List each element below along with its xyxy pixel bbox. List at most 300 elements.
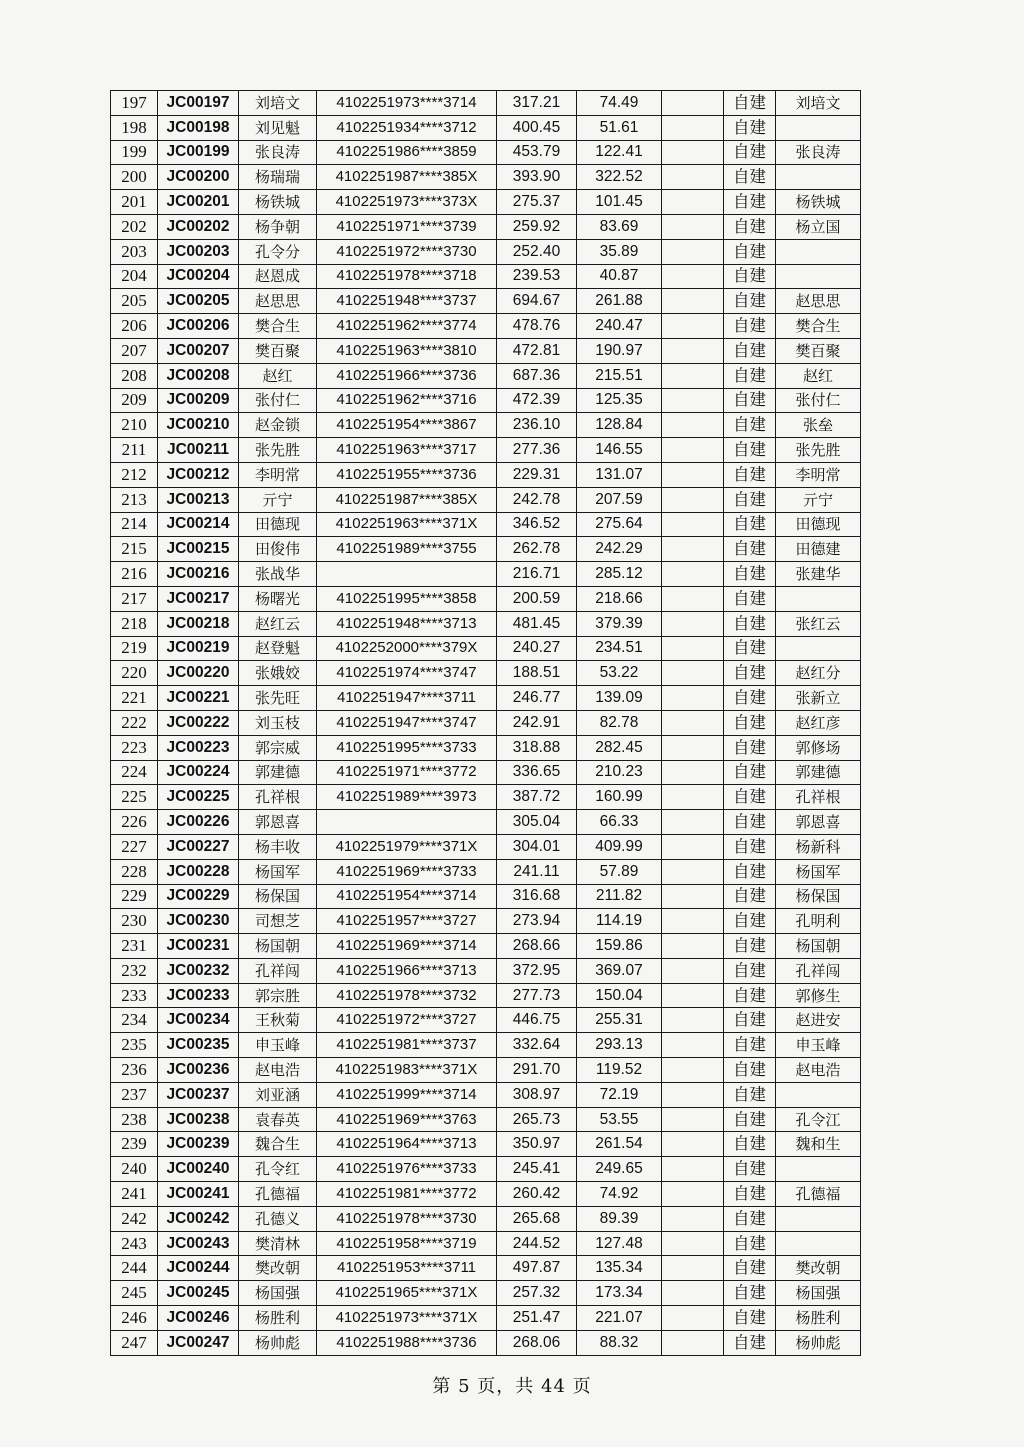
row-owner-cell: 张良涛 [776,140,861,165]
row-seq-cell: 214 [111,512,158,537]
row-code-cell: JC00217 [158,586,239,611]
row-name-cell: 赵金锁 [239,413,317,438]
row-owner-cell: 魏和生 [776,1132,861,1157]
row-owner-cell [776,239,861,264]
row-area-cell: 318.88 [497,735,577,760]
row-id-cell: 4102251981****3737 [317,1033,497,1058]
row-id-cell: 4102252000****379X [317,636,497,661]
row-value-cell: 159.86 [577,934,662,959]
row-type-cell: 自建 [724,1330,776,1355]
row-owner-cell: 孔德福 [776,1182,861,1207]
row-blank-cell [662,512,724,537]
row-seq-cell: 222 [111,710,158,735]
row-type-cell: 自建 [724,1033,776,1058]
row-code-cell: JC00225 [158,785,239,810]
row-type-cell: 自建 [724,91,776,116]
row-name-cell: 赵登魁 [239,636,317,661]
row-name-cell: 孔德义 [239,1206,317,1231]
row-id-cell: 4102251972****3727 [317,1008,497,1033]
row-seq-cell: 232 [111,958,158,983]
row-blank-cell [662,289,724,314]
row-blank-cell [662,1107,724,1132]
row-value-cell: 210.23 [577,760,662,785]
row-type-cell: 自建 [724,512,776,537]
row-name-cell: 郭宗胜 [239,983,317,1008]
table-row [111,983,861,1008]
row-id-cell: 4102251971****3772 [317,760,497,785]
row-value-cell: 128.84 [577,413,662,438]
row-type-cell: 自建 [724,586,776,611]
table-row [111,1256,861,1281]
row-area-cell: 260.42 [497,1182,577,1207]
row-value-cell: 293.13 [577,1033,662,1058]
row-blank-cell [662,388,724,413]
table-row [111,115,861,140]
row-name-cell: 赵红 [239,363,317,388]
row-area-cell: 262.78 [497,537,577,562]
row-blank-cell [662,934,724,959]
row-area-cell: 305.04 [497,810,577,835]
row-value-cell: 101.45 [577,190,662,215]
row-blank-cell [662,214,724,239]
row-value-cell: 160.99 [577,785,662,810]
row-type-cell: 自建 [724,1306,776,1331]
row-seq-cell: 234 [111,1008,158,1033]
row-blank-cell [662,562,724,587]
row-blank-cell [662,810,724,835]
row-owner-cell: 杨新科 [776,834,861,859]
table-row [111,1132,861,1157]
row-owner-cell [776,1231,861,1256]
row-type-cell: 自建 [724,760,776,785]
row-blank-cell [662,413,724,438]
row-type-cell: 自建 [724,1281,776,1306]
table-row [111,710,861,735]
row-name-cell: 田俊伟 [239,537,317,562]
row-id-cell: 4102251988****3736 [317,1330,497,1355]
row-id-cell: 4102251979****371X [317,834,497,859]
row-name-cell: 孔令红 [239,1157,317,1182]
row-blank-cell [662,661,724,686]
row-type-cell: 自建 [724,487,776,512]
table-row [111,1182,861,1207]
row-name-cell: 王秋菊 [239,1008,317,1033]
row-id-cell: 4102251963****3810 [317,338,497,363]
row-owner-cell: 郭建德 [776,760,861,785]
table-row [111,512,861,537]
row-name-cell: 杨国强 [239,1281,317,1306]
row-name-cell: 杨国朝 [239,934,317,959]
row-name-cell: 田德现 [239,512,317,537]
row-area-cell: 350.97 [497,1132,577,1157]
row-seq-cell: 217 [111,586,158,611]
table-row [111,934,861,959]
row-area-cell: 265.68 [497,1206,577,1231]
row-type-cell: 自建 [724,735,776,760]
row-type-cell: 自建 [724,1058,776,1083]
row-seq-cell: 206 [111,314,158,339]
row-code-cell: JC00214 [158,512,239,537]
table-row [111,239,861,264]
table-row [111,140,861,165]
row-seq-cell: 226 [111,810,158,835]
table-row [111,1206,861,1231]
row-blank-cell [662,91,724,116]
row-code-cell: JC00199 [158,140,239,165]
row-seq-cell: 216 [111,562,158,587]
row-code-cell: JC00227 [158,834,239,859]
row-id-cell: 4102251969****3733 [317,859,497,884]
table-row [111,537,861,562]
row-owner-cell: 赵红彦 [776,710,861,735]
row-seq-cell: 200 [111,165,158,190]
row-id-cell: 4102251962****3716 [317,388,497,413]
row-blank-cell [662,859,724,884]
row-value-cell: 369.07 [577,958,662,983]
row-code-cell: JC00204 [158,264,239,289]
row-type-cell: 自建 [724,1231,776,1256]
row-area-cell: 332.64 [497,1033,577,1058]
row-owner-cell: 赵进安 [776,1008,861,1033]
row-name-cell: 杨帅彪 [239,1330,317,1355]
row-type-cell: 自建 [724,884,776,909]
row-code-cell: JC00221 [158,686,239,711]
row-type-cell: 自建 [724,462,776,487]
row-area-cell: 275.37 [497,190,577,215]
table-row [111,1157,861,1182]
row-area-cell: 236.10 [497,413,577,438]
row-seq-cell: 199 [111,140,158,165]
row-seq-cell: 219 [111,636,158,661]
row-code-cell: JC00244 [158,1256,239,1281]
row-type-cell: 自建 [724,785,776,810]
row-code-cell: JC00245 [158,1281,239,1306]
row-blank-cell [662,909,724,934]
row-value-cell: 282.45 [577,735,662,760]
row-area-cell: 472.39 [497,388,577,413]
row-type-cell: 自建 [724,636,776,661]
row-type-cell: 自建 [724,1256,776,1281]
row-area-cell: 372.95 [497,958,577,983]
row-code-cell: JC00215 [158,537,239,562]
row-value-cell: 221.07 [577,1306,662,1331]
row-blank-cell [662,537,724,562]
row-area-cell: 244.52 [497,1231,577,1256]
row-owner-cell: 赵红分 [776,661,861,686]
row-seq-cell: 218 [111,611,158,636]
row-seq-cell: 229 [111,884,158,909]
row-seq-cell: 227 [111,834,158,859]
row-seq-cell: 225 [111,785,158,810]
row-type-cell: 自建 [724,264,776,289]
row-value-cell: 261.54 [577,1132,662,1157]
row-blank-cell [662,785,724,810]
row-id-cell: 4102251981****3772 [317,1182,497,1207]
row-owner-cell [776,586,861,611]
row-type-cell: 自建 [724,958,776,983]
row-owner-cell [776,636,861,661]
row-blank-cell [662,686,724,711]
row-type-cell: 自建 [724,239,776,264]
row-blank-cell [662,1206,724,1231]
row-blank-cell [662,1330,724,1355]
row-blank-cell [662,636,724,661]
row-area-cell: 251.47 [497,1306,577,1331]
row-owner-cell: 郭恩喜 [776,810,861,835]
row-code-cell: JC00213 [158,487,239,512]
row-owner-cell [776,1157,861,1182]
row-value-cell: 89.39 [577,1206,662,1231]
row-code-cell: JC00242 [158,1206,239,1231]
table-row [111,562,861,587]
row-id-cell: 4102251973****3714 [317,91,497,116]
row-code-cell: JC00216 [158,562,239,587]
row-value-cell: 74.49 [577,91,662,116]
row-type-cell: 自建 [724,562,776,587]
row-seq-cell: 246 [111,1306,158,1331]
row-type-cell: 自建 [724,1008,776,1033]
row-area-cell: 246.77 [497,686,577,711]
row-area-cell: 453.79 [497,140,577,165]
row-area-cell: 687.36 [497,363,577,388]
table-row [111,462,861,487]
row-blank-cell [662,165,724,190]
row-seq-cell: 247 [111,1330,158,1355]
row-seq-cell: 220 [111,661,158,686]
row-name-cell: 樊百聚 [239,338,317,363]
row-owner-cell [776,165,861,190]
row-area-cell: 393.90 [497,165,577,190]
row-name-cell: 赵恩成 [239,264,317,289]
row-blank-cell [662,1033,724,1058]
row-id-cell: 4102251964****3713 [317,1132,497,1157]
row-name-cell: 杨铁城 [239,190,317,215]
row-type-cell: 自建 [724,338,776,363]
table-row [111,338,861,363]
row-owner-cell: 申玉峰 [776,1033,861,1058]
table-row [111,1082,861,1107]
row-value-cell: 40.87 [577,264,662,289]
row-area-cell: 277.36 [497,438,577,463]
row-type-cell: 自建 [724,289,776,314]
row-id-cell: 4102251969****3714 [317,934,497,959]
row-blank-cell [662,586,724,611]
row-type-cell: 自建 [724,388,776,413]
row-id-cell: 4102251966****3713 [317,958,497,983]
row-code-cell: JC00246 [158,1306,239,1331]
row-blank-cell [662,487,724,512]
row-value-cell: 234.51 [577,636,662,661]
table-row [111,909,861,934]
row-value-cell: 51.61 [577,115,662,140]
row-name-cell: 樊改朝 [239,1256,317,1281]
row-id-cell: 4102251962****3774 [317,314,497,339]
row-value-cell: 119.52 [577,1058,662,1083]
row-code-cell: JC00229 [158,884,239,909]
row-area-cell: 188.51 [497,661,577,686]
row-owner-cell: 樊百聚 [776,338,861,363]
row-code-cell: JC00237 [158,1082,239,1107]
row-seq-cell: 224 [111,760,158,785]
row-value-cell: 190.97 [577,338,662,363]
row-seq-cell: 236 [111,1058,158,1083]
row-value-cell: 211.82 [577,884,662,909]
row-name-cell: 赵电浩 [239,1058,317,1083]
row-id-cell: 4102251989****3755 [317,537,497,562]
row-type-cell: 自建 [724,363,776,388]
row-name-cell: 杨丰收 [239,834,317,859]
row-seq-cell: 242 [111,1206,158,1231]
table-row [111,686,861,711]
row-blank-cell [662,338,724,363]
row-value-cell: 135.34 [577,1256,662,1281]
row-name-cell: 张良涛 [239,140,317,165]
row-area-cell: 497.87 [497,1256,577,1281]
row-owner-cell: 亓宁 [776,487,861,512]
row-seq-cell: 245 [111,1281,158,1306]
row-blank-cell [662,140,724,165]
row-area-cell: 252.40 [497,239,577,264]
row-area-cell: 242.78 [497,487,577,512]
row-id-cell: 4102251995****3733 [317,735,497,760]
row-type-cell: 自建 [724,661,776,686]
row-area-cell: 229.31 [497,462,577,487]
row-name-cell: 郭恩喜 [239,810,317,835]
row-seq-cell: 210 [111,413,158,438]
row-value-cell: 125.35 [577,388,662,413]
row-owner-cell: 张付仁 [776,388,861,413]
row-code-cell: JC00203 [158,239,239,264]
row-seq-cell: 207 [111,338,158,363]
row-blank-cell [662,264,724,289]
row-id-cell: 4102251947****3711 [317,686,497,711]
row-id-cell [317,810,497,835]
row-code-cell: JC00205 [158,289,239,314]
row-id-cell: 4102251954****3714 [317,884,497,909]
row-owner-cell: 张新立 [776,686,861,711]
row-value-cell: 122.41 [577,140,662,165]
row-id-cell: 4102251974****3747 [317,661,497,686]
row-owner-cell: 郭修场 [776,735,861,760]
row-type-cell: 自建 [724,1082,776,1107]
row-blank-cell [662,462,724,487]
row-code-cell: JC00226 [158,810,239,835]
row-seq-cell: 203 [111,239,158,264]
row-id-cell: 4102251953****3711 [317,1256,497,1281]
row-id-cell: 4102251978****3730 [317,1206,497,1231]
row-code-cell: JC00240 [158,1157,239,1182]
row-code-cell: JC00228 [158,859,239,884]
row-value-cell: 275.64 [577,512,662,537]
row-id-cell: 4102251987****385X [317,165,497,190]
row-name-cell: 申玉峰 [239,1033,317,1058]
row-area-cell: 472.81 [497,338,577,363]
row-owner-cell [776,1206,861,1231]
row-code-cell: JC00223 [158,735,239,760]
table-row [111,785,861,810]
row-seq-cell: 240 [111,1157,158,1182]
row-area-cell: 273.94 [497,909,577,934]
row-name-cell: 樊清林 [239,1231,317,1256]
row-code-cell: JC00207 [158,338,239,363]
row-id-cell: 4102251958****3719 [317,1231,497,1256]
table-row [111,884,861,909]
row-blank-cell [662,1082,724,1107]
row-type-cell: 自建 [724,165,776,190]
row-seq-cell: 223 [111,735,158,760]
row-code-cell: JC00239 [158,1132,239,1157]
table-row [111,636,861,661]
row-id-cell: 4102251972****3730 [317,239,497,264]
row-name-cell: 亓宁 [239,487,317,512]
row-name-cell: 孔令分 [239,239,317,264]
row-seq-cell: 239 [111,1132,158,1157]
row-code-cell: JC00198 [158,115,239,140]
table-row [111,438,861,463]
row-type-cell: 自建 [724,810,776,835]
row-owner-cell: 赵思思 [776,289,861,314]
row-value-cell: 72.19 [577,1082,662,1107]
row-area-cell: 316.68 [497,884,577,909]
row-value-cell: 409.99 [577,834,662,859]
row-name-cell: 刘培文 [239,91,317,116]
row-area-cell: 481.45 [497,611,577,636]
row-seq-cell: 233 [111,983,158,1008]
row-seq-cell: 244 [111,1256,158,1281]
row-name-cell: 袁春英 [239,1107,317,1132]
table-row [111,958,861,983]
row-value-cell: 53.55 [577,1107,662,1132]
row-type-cell: 自建 [724,909,776,934]
row-seq-cell: 198 [111,115,158,140]
row-owner-cell: 孔令江 [776,1107,861,1132]
row-owner-cell [776,264,861,289]
row-seq-cell: 238 [111,1107,158,1132]
row-id-cell: 4102251976****3733 [317,1157,497,1182]
row-code-cell: JC00200 [158,165,239,190]
row-code-cell: JC00238 [158,1107,239,1132]
row-name-cell: 刘见魁 [239,115,317,140]
row-code-cell: JC00197 [158,91,239,116]
row-name-cell: 赵红云 [239,611,317,636]
table-row [111,735,861,760]
table-row [111,487,861,512]
row-area-cell: 241.11 [497,859,577,884]
row-area-cell: 400.45 [497,115,577,140]
row-owner-cell: 樊合生 [776,314,861,339]
table-row [111,661,861,686]
row-owner-cell: 杨胜利 [776,1306,861,1331]
row-type-cell: 自建 [724,1182,776,1207]
table-row [111,1107,861,1132]
row-area-cell: 308.97 [497,1082,577,1107]
table-row [111,388,861,413]
row-code-cell: JC00234 [158,1008,239,1033]
row-name-cell: 杨保国 [239,884,317,909]
row-blank-cell [662,834,724,859]
row-code-cell: JC00241 [158,1182,239,1207]
row-area-cell: 694.67 [497,289,577,314]
row-name-cell: 孔德福 [239,1182,317,1207]
row-id-cell: 4102251957****3727 [317,909,497,934]
row-value-cell: 88.32 [577,1330,662,1355]
row-blank-cell [662,190,724,215]
table-row [111,314,861,339]
row-name-cell: 刘亚涵 [239,1082,317,1107]
row-value-cell: 249.65 [577,1157,662,1182]
row-area-cell: 216.71 [497,562,577,587]
row-type-cell: 自建 [724,859,776,884]
